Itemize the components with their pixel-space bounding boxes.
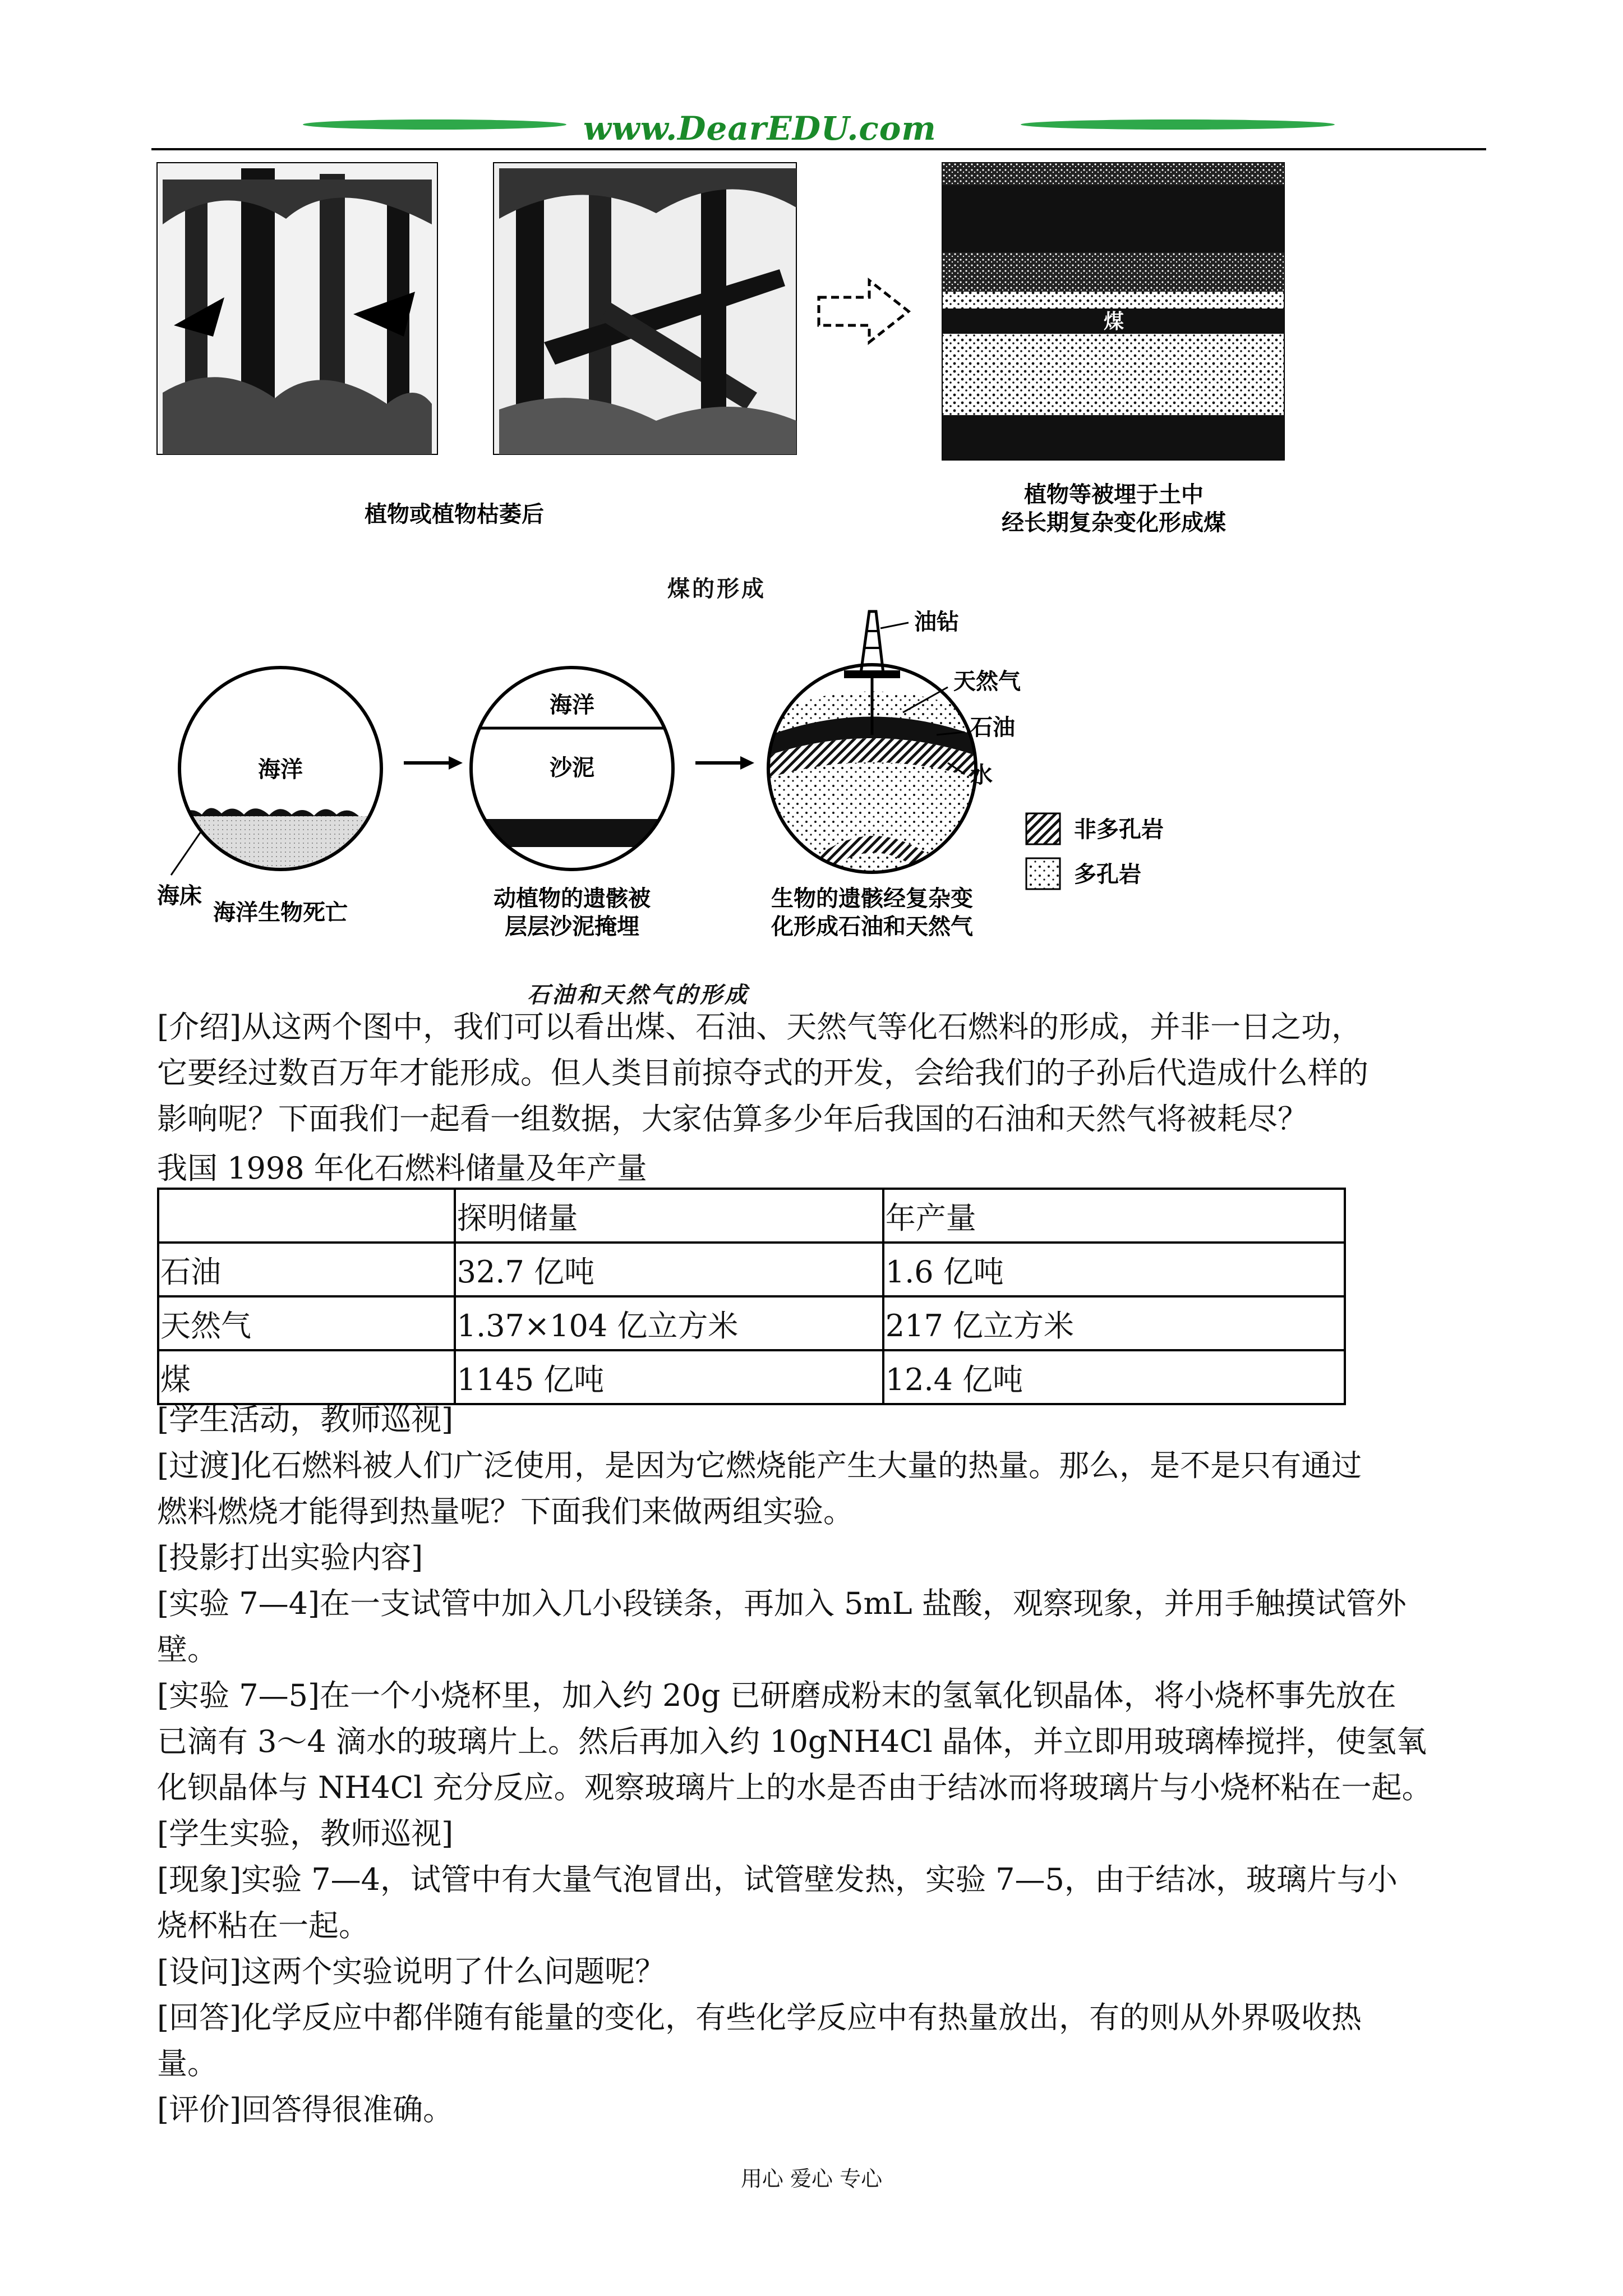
logo-swoosh-left <box>303 119 566 130</box>
gas-label: 天然气 <box>953 669 1021 694</box>
table-cell: 12.4 亿吨 <box>883 1350 1345 1404</box>
table-header-cell: 探明储量 <box>455 1189 883 1243</box>
table-cell: 217 亿立方米 <box>883 1296 1345 1350</box>
oil-label: 石油 <box>970 715 1015 740</box>
body-line: [实验 7—4]在一支试管中加入几小段镁条，再加入 5mL 盐酸，观察现象，并用手触摸试管外 <box>157 1586 1407 1621</box>
body-line: 烧杯粘在一起。 <box>157 1908 369 1943</box>
body-line: 燃料燃烧才能得到热量呢？下面我们来做两组实验。 <box>157 1494 854 1529</box>
table-header-cell <box>158 1189 455 1243</box>
forest-panel-2 <box>494 163 796 454</box>
caption-burial-line1: 动植物的遗骸被 <box>494 886 651 912</box>
body-line: [设问]这两个实验说明了什么问题呢？ <box>157 1954 666 1989</box>
legend-nonporous-swatch <box>1026 813 1060 844</box>
caption-marine-death: 海洋生物死亡 <box>213 900 348 926</box>
caption-burial-line2: 层层沙泥掩埋 <box>505 914 639 940</box>
ocean-label-1: 海洋 <box>258 757 303 783</box>
body-line: 量。 <box>157 2046 218 2081</box>
rig-pointer <box>880 623 909 628</box>
page-footer: 用心 爱心 专心 <box>740 2166 883 2191</box>
intro-line-1: [介绍]从这两个图中，我们可以看出煤、石油、天然气等化石燃料的形成，并非一日之功， <box>157 1009 1362 1045</box>
legend-porous-swatch <box>1026 858 1060 889</box>
intro-line-2: 它要经过数百万年才能形成。但人类目前掠夺式的开发，会给我们的子孙后代造成什么样的 <box>157 1055 1368 1091</box>
oil-gas-formation-illustration <box>140 595 1262 999</box>
caption-buried-line2: 经长期复杂变化形成煤 <box>1002 510 1226 536</box>
body-line: 壁。 <box>157 1632 218 1667</box>
coal-strata-panel <box>942 163 1284 460</box>
caption-buried-line1: 植物等被埋于土中 <box>1024 482 1204 508</box>
table-cell: 32.7 亿吨 <box>455 1243 883 1296</box>
table-header-cell: 年产量 <box>883 1189 1345 1243</box>
body-line: [过渡]化石燃料被人们广泛使用，是因为它燃烧能产生大量的热量。那么，是不是只有通过 <box>157 1448 1362 1483</box>
sand-mud-label: 沙泥 <box>550 755 594 781</box>
table-cell: 天然气 <box>158 1296 455 1350</box>
ocean-label-2: 海洋 <box>550 692 594 718</box>
body-line: [现象]实验 7—4，试管中有大量气泡冒出，试管壁发热，实验 7—5，由于结冰，玻璃片与小 <box>157 1862 1398 1897</box>
caption-plants: 植物或植物枯萎后 <box>365 501 544 527</box>
oil-gas-figure-title: 石油和天然气的形成 <box>527 982 749 1008</box>
table-cell: 1.37×104 亿立方米 <box>455 1296 883 1350</box>
logo-swoosh-right <box>1021 119 1335 130</box>
intro-line-3: 影响呢？下面我们一起看一组数据，大家估算多少年后我国的石油和天然气将被耗尽？ <box>157 1101 1308 1137</box>
oil-formation-circle <box>763 611 987 886</box>
table-cell: 石油 <box>158 1243 455 1296</box>
table-cell: 煤 <box>158 1350 455 1404</box>
coal-label: 煤 <box>1103 310 1124 333</box>
ocean-circle <box>174 662 398 895</box>
body-line: 已滴有 3～4 滴水的玻璃片上。然后再加入约 10gNH4Cl 晶体，并立即用玻璃棒搅拌，使氢氧 <box>157 1724 1427 1759</box>
coal-formation-illustration <box>151 157 1329 583</box>
body-line: [回答]化学反应中都伴随有能量的变化，有些化学反应中有热量放出，有的则从外界吸收热 <box>157 2000 1362 2035</box>
water-label: 水 <box>970 762 993 788</box>
site-logo[interactable]: www.DearEDU.com <box>583 109 937 148</box>
body-line: [评价]回答得很准确。 <box>157 2092 454 2127</box>
legend-nonporous-label: 非多孔岩 <box>1074 817 1164 843</box>
body-line: [学生活动，教师巡视] <box>157 1402 454 1437</box>
table-header-row <box>158 1189 1345 1243</box>
forest-panel-1 <box>157 163 437 454</box>
table-title: 我国 1998 年化石燃料储量及年产量 <box>157 1151 647 1186</box>
coal-figure-title: 煤的形成 <box>667 576 766 602</box>
body-line: [投影打出实验内容] <box>157 1540 423 1575</box>
coal-process-arrow <box>819 280 909 342</box>
legend-porous-label: 多孔岩 <box>1074 862 1141 887</box>
header-rule <box>151 148 1486 150</box>
body-line: 化钡晶体与 NH4Cl 充分反应。观察玻璃片上的水是否由于结冰而将玻璃片与小烧杯粘在一起。 <box>157 1770 1432 1805</box>
table-row <box>158 1296 1345 1350</box>
body-line: [学生实验，教师巡视] <box>157 1816 454 1851</box>
table-row <box>158 1350 1345 1404</box>
table-cell: 1.6 亿吨 <box>883 1243 1345 1296</box>
caption-oil-line1: 生物的遗骸经复杂变 <box>771 886 973 912</box>
body-line: [实验 7—5]在一个小烧杯里，加入约 20g 已研磨成粉末的氢氧化钡晶体，将小烧杯事先放在 <box>157 1678 1396 1713</box>
table-cell: 1145 亿吨 <box>455 1350 883 1404</box>
seabed-label: 海床 <box>157 883 202 909</box>
fossil-fuel-table <box>157 1188 1346 1405</box>
burial-circle <box>465 662 690 892</box>
rig-label: 油钻 <box>914 609 959 635</box>
caption-oil-line2: 化形成石油和天然气 <box>771 914 973 940</box>
seabed-pointer <box>171 830 202 875</box>
table-row <box>158 1243 1345 1296</box>
